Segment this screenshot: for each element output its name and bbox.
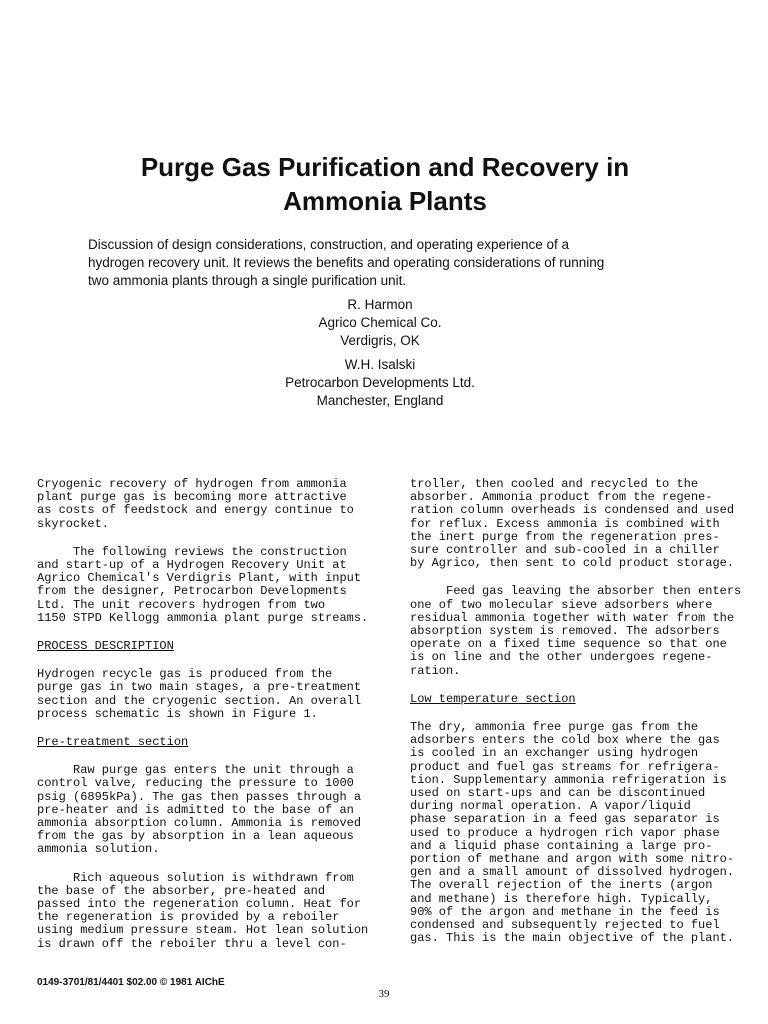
text-line: gen and a small amount of dissolved hydrogen. (410, 865, 735, 880)
text-line: residual ammonia together with water from the (410, 610, 735, 625)
author-affiliation: Petrocarbon Developments Ltd. (285, 375, 475, 390)
paragraph (37, 872, 397, 951)
abstract (88, 236, 698, 290)
section-heading: PROCESS DESCRIPTION (37, 639, 174, 654)
text-line: tion. Supplementary ammonia refrigeration is (410, 772, 727, 787)
text-line: Rich aqueous solution is withdrawn from (73, 870, 354, 885)
text-line: The overall rejection of the inerts (argon (410, 878, 713, 893)
text-line: from the designer, Petrocarbon Developments (37, 584, 347, 599)
text-line: sure controller and sub-cooled in a chiller (410, 543, 720, 558)
text-line: ration column overheads is condensed and used (410, 503, 735, 518)
abstract-line: two ammonia plants through a single purification unit. (88, 273, 407, 288)
text-line: section and the cryogenic section. An overall (37, 693, 362, 708)
text-line: condensed and subsequently rejected to fuel (410, 918, 720, 933)
text-line: 1150 STPD Kellogg ammonia plant purge streams. (37, 610, 369, 625)
paragraph (37, 546, 397, 625)
section-heading: Pre-treatment section (37, 735, 189, 750)
text-line: troller, then cooled and recycled to the (410, 477, 699, 491)
page-title (60, 150, 710, 218)
text-line: one of two molecular sieve adsorbers where (410, 597, 713, 612)
author-name: R. Harmon (347, 297, 413, 312)
abstract-line: Discussion of design considerations, construction, and operating experience of a (88, 237, 570, 252)
text-line: Ltd. The unit recovers hydrogen from two (37, 597, 326, 612)
page-number: 39 (378, 988, 390, 1000)
text-line: ammonia absorption column. Ammonia is removed (37, 816, 362, 831)
paragraph (410, 585, 768, 677)
text-line: by Agrico, then sent to cold product storage. (410, 556, 735, 571)
text-line: ration. (410, 663, 461, 678)
paragraph (37, 668, 397, 721)
text-line: Raw purge gas enters the unit through a (73, 763, 354, 778)
paragraph (37, 478, 397, 531)
copyright-code: 0149-3701/81/4401 $02.00 © 1981 AIChE (37, 977, 225, 988)
abstract-line: hydrogen recovery unit. It reviews the benefits and operating considerations of running (88, 255, 605, 270)
text-line: plant purge gas is becoming more attractive (37, 490, 347, 505)
text-line: adsorbers enters the cold box where the gas (410, 733, 720, 748)
text-line: and methane) is therefore high. Typically, (410, 891, 713, 906)
right-column (410, 478, 768, 961)
paragraph (410, 478, 768, 570)
author-name: W.H. Isalski (344, 357, 416, 372)
text-line: control valve, reducing the pressure to 1000 (37, 776, 354, 791)
text-line: used on start-ups and can be discontinued (410, 786, 706, 801)
text-line: absorption system is removed. The adsorbers (410, 624, 720, 639)
text-line: is drawn off the reboiler thru a level con- (37, 936, 347, 951)
text-line: used to produce a hydrogen rich vapor phase (410, 825, 720, 840)
text-line: pre-heater and is admitted to the base of an (37, 802, 354, 817)
text-line: gas. This is the main objective of the plant. (410, 931, 735, 946)
text-line: ammonia solution. (37, 842, 160, 857)
paragraph (37, 764, 397, 856)
text-line: Agrico Chemical's Verdigris Plant, with input (37, 571, 362, 586)
text-line: using medium pressure steam. Hot lean solution (37, 923, 369, 938)
text-line: passed into the regeneration column. Heat for (37, 897, 362, 912)
text-line: purge gas in two main stages, a pre-treatment (37, 680, 362, 695)
text-line: operate on a fixed time sequence so that one (410, 637, 727, 652)
text-line: 90% of the argon and methane in the feed is (410, 904, 720, 919)
text-line: the inert purge from the regeneration pres- (410, 529, 720, 544)
text-line: the regeneration is provided by a reboiler (37, 910, 340, 925)
text-line: as costs of feedstock and energy continue to (37, 503, 354, 518)
title-line: Ammonia Plants (283, 186, 487, 216)
text-line: Cryogenic recovery of hydrogen from ammonia (37, 477, 347, 491)
text-line: during normal operation. A vapor/liquid (410, 799, 691, 814)
section-heading: Low temperature section (410, 691, 576, 706)
text-line: Hydrogen recycle gas is produced from the (37, 667, 333, 682)
text-line: skyrocket. (37, 516, 110, 531)
text-line: for reflux. Excess ammonia is combined with (410, 516, 720, 531)
author-block (200, 356, 560, 410)
text-line: Feed gas leaving the absorber then enters (446, 584, 742, 599)
text-line: phase separation in a feed gas separator is (410, 812, 720, 827)
text-line: product and fuel gas streams for refrigera- (410, 759, 720, 774)
title-line: Purge Gas Purification and Recovery in (140, 152, 630, 182)
text-line: the base of the absorber, pre-heated and (37, 883, 326, 898)
text-line: psig (6895kPa). The gas then passes through a (37, 789, 362, 804)
text-line: The following reviews the construction (73, 544, 347, 559)
author-affiliation: Agrico Chemical Co. (318, 315, 442, 330)
text-line: portion of methane and argon with some nitro- (410, 852, 735, 867)
author-location: Verdigris, OK (340, 333, 420, 348)
paragraph (410, 721, 768, 945)
text-line: is cooled in an exchanger using hydrogen (410, 746, 699, 761)
text-line: is on line and the other undergoes regene- (410, 650, 713, 665)
text-line: and a liquid phase containing a large pro- (410, 838, 713, 853)
author-block (200, 296, 560, 350)
text-line: The dry, ammonia free purge gas from the (410, 720, 699, 735)
text-line: process schematic is shown in Figure 1. (37, 706, 318, 721)
text-line: absorber. Ammonia product from the regene- (410, 490, 713, 505)
left-column (37, 478, 397, 966)
author-location: Manchester, England (316, 393, 444, 408)
text-line: from the gas by absorption in a lean aqueous (37, 829, 354, 844)
text-line: and start-up of a Hydrogen Recovery Unit at (37, 558, 347, 573)
